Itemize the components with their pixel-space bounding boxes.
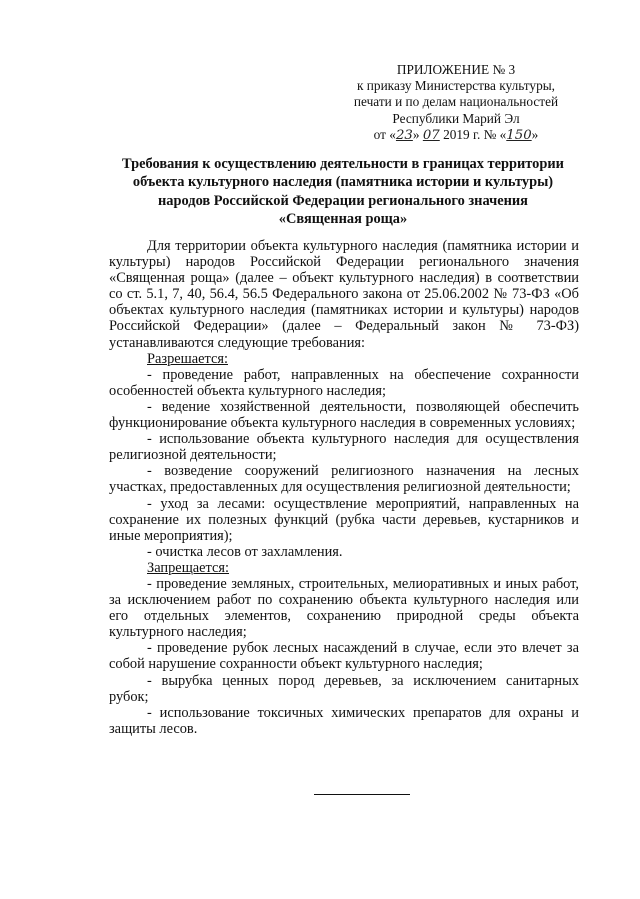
document-title bbox=[108, 155, 578, 228]
forbidden-item: - использование токсичных химических препаратов для охраны и защиты лесов. bbox=[109, 704, 579, 737]
date-suffix: » bbox=[531, 126, 539, 142]
title-line-1: Требования к осуществлению деятельности в границах территории bbox=[122, 156, 564, 172]
forbidden-item: - проведение рубок лесных насаждений в случае, если это влечет за собой нарушение сохранности объект культурного наследия; bbox=[109, 640, 579, 673]
title-line-2: объекта культурного наследия (памятника истории и культуры) bbox=[132, 174, 554, 191]
allowed-item: - использование объекта культурного наследия для осуществления религиозной деятельности; bbox=[109, 431, 579, 464]
date-prefix: от « bbox=[373, 126, 396, 142]
appendix-ministry-line: печати и по делам национальностей bbox=[353, 94, 559, 110]
date-day-handwritten: 23 bbox=[395, 127, 413, 143]
title-line-4: «Священная роща» bbox=[278, 210, 408, 227]
end-divider bbox=[314, 794, 410, 795]
appendix-republic-line: Республики Марий Эл bbox=[392, 110, 520, 126]
forbidden-item: - вырубка ценных пород деревьев, за исключением санитарных рубок; bbox=[109, 672, 579, 705]
appendix-number: ПРИЛОЖЕНИЕ № 3 bbox=[396, 62, 516, 77]
allowed-item: - очистка лесов от захламления. bbox=[147, 543, 343, 560]
document-body bbox=[109, 238, 579, 737]
allowed-item: - ведение хозяйственной деятельности, позволяющей обеспечить функционирование объекта культурного наследия в современных условиях; bbox=[109, 398, 579, 432]
order-number-handwritten: 150 bbox=[506, 127, 532, 143]
date-month-handwritten: 07 bbox=[422, 127, 440, 143]
intro-paragraph: Для территории объекта культурного наследия (памятника истории и культуры) народов Российской Федерации регионального значения «Священная роща» (далее – объект культурного наследия) в соответствии со ст. 5.1, 7, 40, 56.4, 56.5 Федерального закона от 25.06.2002 № 73-ФЗ «Об объектах культурного наследия (памятниках истории и культуры) народов Российской Федерации» (далее – Федеральный закон № 73-ФЗ) устанавливаются следующие требования: bbox=[109, 238, 579, 351]
allowed-item: - уход за лесами: осуществление мероприятий, направленных на сохранение их полезных функций (рубка части деревьев, кустарников и иные мероприятия); bbox=[109, 495, 579, 544]
title-line-3: народов Российской Федерации регионального значения bbox=[158, 192, 528, 209]
allowed-item: - проведение работ, направленных на обеспечение сохранности особенностей объекта культурного наследия; bbox=[109, 366, 579, 399]
appendix-block bbox=[340, 62, 572, 144]
forbidden-heading: Запрещается: bbox=[147, 559, 230, 576]
date-mid: » bbox=[412, 126, 423, 142]
allowed-heading: Разрешается: bbox=[147, 350, 228, 367]
forbidden-item: - проведение земляных, строительных, мелиоративных и иных работ, за исключением работ по сохранению объекта культурного наследия или его отдельных элементов, сохранению природной среды объекта культурного наследия; bbox=[109, 575, 579, 641]
date-year: 2019 г. № « bbox=[439, 126, 507, 142]
allowed-item: - возведение сооружений религиозного назначения на лесных участках, предоставленных для осуществления религиозной деятельности; bbox=[109, 463, 579, 496]
appendix-order-line: к приказу Министерства культуры, bbox=[357, 78, 555, 94]
appendix-date-line bbox=[340, 127, 572, 144]
